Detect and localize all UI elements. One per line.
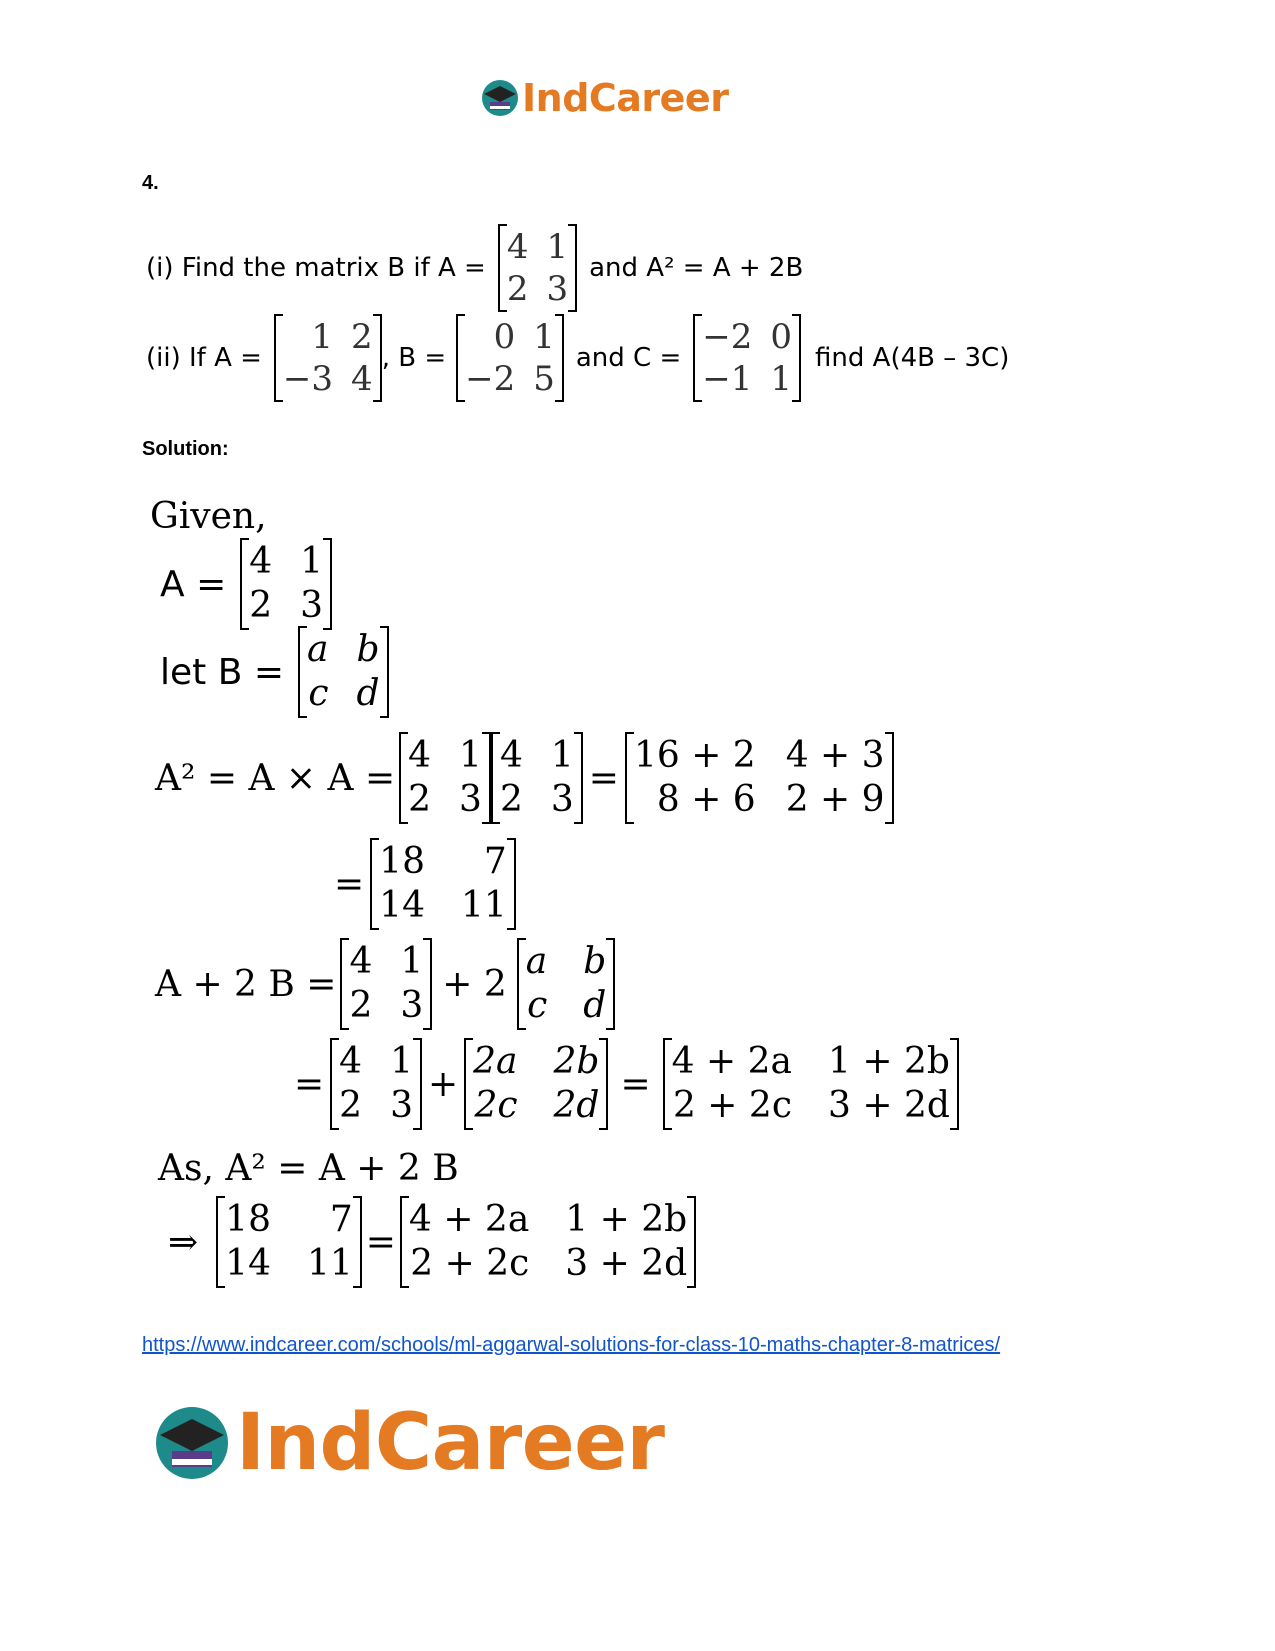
matrix-cell: 8 + 6 [656,779,756,820]
matrix-cell: 11 [306,1243,353,1284]
part2-prefix: (ii) If A = [146,343,262,373]
matrix-cell: 11 [460,885,507,926]
apb-matrix-2 [517,940,616,1028]
matrix-cell: 2 [408,779,432,820]
matrix-cell: b [583,941,607,982]
matrix-cell: d [356,673,380,714]
b-label: let B = [160,651,285,693]
part2-sep-b: , B = [381,343,447,373]
apb-matrix-4 [464,1040,608,1128]
a2-matrix-3 [625,734,894,822]
matrix-cell: 2b [553,1041,600,1082]
matrix-cell: c [527,985,548,1026]
a2-result-matrix [370,840,516,928]
apb-matrix-3 [330,1040,422,1128]
matrix-cell: 3 [300,585,324,626]
implies-sign: ⇒ [168,1221,199,1263]
matrix-cell: 0 [770,317,793,357]
matrix-cell: 2 [249,585,273,626]
matrix-cell: 1 [770,359,793,399]
matrix-cell: 3 [459,779,482,820]
matrix-cell: 1 [390,1041,413,1082]
matrix-cell: 0 [493,317,516,357]
matrix-cell: 4 [506,227,529,267]
matrix-cell: 4 + 2a [408,1199,530,1240]
a2-label: A² = A × A = [155,757,396,799]
matrix-cell: 2 [499,779,523,820]
plus-sign: + [427,1063,459,1105]
matrix-cell: 2 [349,985,373,1026]
matrix-cell: 3 + 2d [565,1243,688,1284]
matrix-cell: 1 [533,317,555,357]
question-part-1 [146,226,803,310]
matrix-cell: 16 + 2 [633,735,756,776]
solution-a-plus-2b-expanded [294,1040,959,1128]
a2-matrix-2 [491,734,583,822]
part2-sep-c: and C = [575,343,682,373]
matrix-cell: 2 + 2c [410,1243,530,1284]
part1-prefix: (i) Find the matrix B if A = [146,253,486,283]
matrix-cell: 3 + 2d [827,1085,950,1126]
matrix-cell: 14 [225,1243,271,1284]
matrix-cell: 2a [473,1041,518,1082]
matrix-cell: 1 [546,227,569,267]
footer-logo [152,1398,665,1488]
solution-a-definition [160,540,332,628]
plus-two: + 2 [442,963,507,1005]
a2-matrix-1 [399,734,491,822]
matrix-cell: 2 [506,269,529,309]
matrix-cell: 2 [339,1085,363,1126]
matrix-cell: 4 [408,735,432,776]
graduate-cap-icon [152,1403,232,1483]
matrix-cell: 2 + 9 [785,779,885,820]
matrix-cell: 3 [550,779,574,820]
matrix-cell: 1 + 2b [565,1199,688,1240]
part1-suffix: and A² = A + 2B [589,253,804,283]
header-logo [480,76,728,120]
matrix-cell: 3 [390,1085,413,1126]
matrix-cell: a [525,941,548,982]
solution-a-squared-result [334,840,516,928]
matrix-cell: 1 [300,541,324,582]
matrix-cell: 1 [400,941,424,982]
matrix-cell: 7 [483,841,507,882]
matrix-cell: 2 + 2c [672,1085,792,1126]
matrix-cell: 3 [400,985,424,1026]
matrix-cell: 5 [533,359,555,399]
solution-as-line: As, A² = A + 2 B [158,1148,459,1189]
matrix-cell: 4 [351,359,373,399]
source-link[interactable]: https://www.indcareer.com/schools/ml-aggarwal-solutions-for-class-10-maths-chapter-8-matrices/ [142,1334,1001,1356]
part2-suffix: find A(4B – 3C) [815,343,1010,373]
apb-matrix-1 [340,940,432,1028]
matrix-cell: 18 [379,841,425,882]
equals-sign: = [294,1063,325,1105]
solution-label: Solution: [142,438,229,460]
equals-sign: = [620,1063,651,1105]
matrix-cell: 2 [351,317,373,357]
part1-matrix-a [498,226,577,310]
equals-sign: = [588,757,619,799]
part2-matrix-a [274,316,382,400]
matrix-cell: 7 [329,1199,353,1240]
matrix-cell: −3 [282,359,334,399]
final-right-matrix [400,1198,696,1286]
part2-matrix-c [693,316,801,400]
matrix-cell: b [356,629,380,670]
matrix-cell: 1 [311,317,334,357]
apb-label: A + 2 B = [155,963,337,1005]
matrix-cell: −2 [702,317,753,357]
matrix-cell: 1 + 2b [827,1041,950,1082]
matrix-cell: 4 [339,1041,363,1082]
part2-matrix-b [456,316,564,400]
solution-final-equation [168,1198,696,1286]
logo-wordmark: IndCareer [236,1398,665,1488]
matrix-cell: 2c [474,1085,518,1126]
question-part-2 [146,316,1009,400]
a-label: A = [160,563,227,605]
solution-given: Given, [150,496,267,537]
matrix-cell: c [308,673,329,714]
matrix-cell: −2 [465,359,516,399]
matrix-cell: 4 [249,541,273,582]
matrix-cell: 4 + 2a [671,1041,792,1082]
matrix-cell: d [583,985,607,1026]
matrix-cell: a [307,629,329,670]
matrix-cell: 1 [459,735,482,776]
matrix-cell: 1 [550,735,574,776]
b-matrix [298,628,389,716]
matrix-cell: 18 [225,1199,271,1240]
a-matrix [240,540,332,628]
logo-wordmark: IndCareer [522,76,729,120]
solution-b-definition [160,628,389,716]
solution-a-plus-2b [155,940,615,1028]
equals-sign: = [365,1221,396,1263]
matrix-cell: 2d [553,1085,600,1126]
matrix-cell: 4 [499,735,523,776]
matrix-cell: 4 + 3 [785,735,885,776]
matrix-cell: 14 [379,885,425,926]
final-left-matrix [216,1198,362,1286]
matrix-cell: −1 [702,359,753,399]
equals-sign: = [334,863,365,905]
graduate-cap-icon [480,78,520,118]
question-number: 4. [142,172,159,194]
matrix-cell: 3 [546,269,569,309]
apb-matrix-5 [663,1040,959,1128]
matrix-cell: 4 [349,941,373,982]
solution-a-squared [155,734,894,822]
